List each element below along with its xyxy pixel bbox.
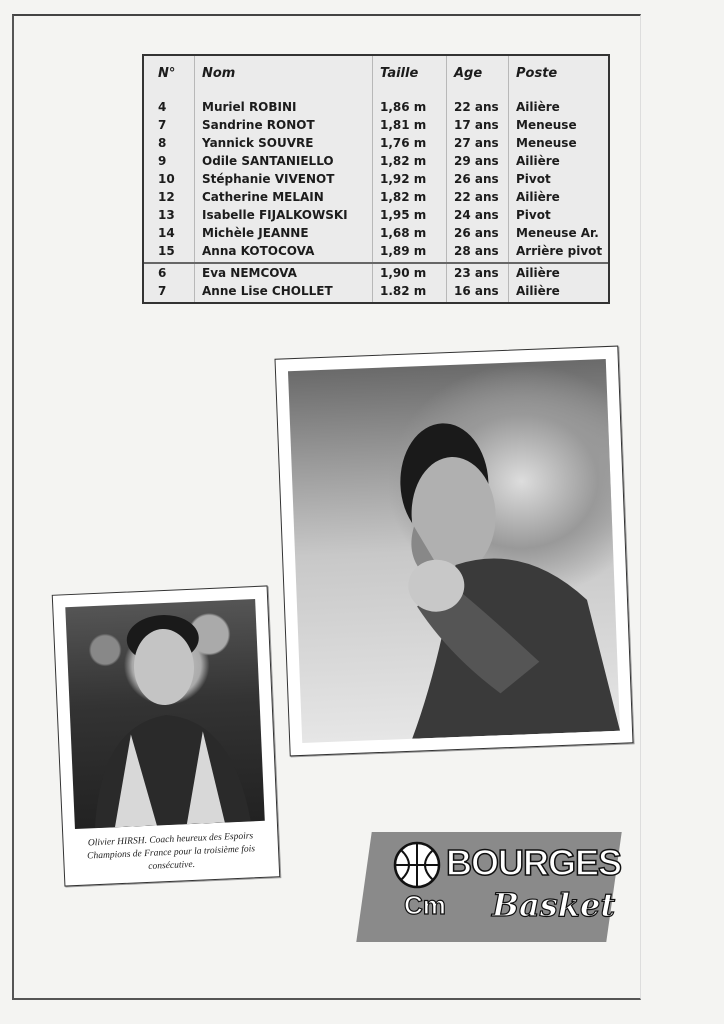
cell-poste: Ailière xyxy=(516,284,560,298)
header-age: Age xyxy=(454,66,483,81)
cell-age: 22 ans xyxy=(454,190,499,204)
cell-taille: 1,81 m xyxy=(380,118,427,132)
cell-no: 15 xyxy=(158,244,175,258)
cell-poste: Meneuse xyxy=(516,118,577,132)
table-row xyxy=(144,190,608,208)
cell-age: 28 ans xyxy=(454,244,499,258)
espoir-photo-image xyxy=(65,599,265,829)
logo-text-bottom: Basket xyxy=(492,886,616,924)
cell-nom: Sandrine RONOT xyxy=(202,118,315,132)
cell-nom: Yannick SOUVRE xyxy=(202,136,314,150)
cell-nom: Stéphanie VIVENOT xyxy=(202,172,335,186)
header-taille: Taille xyxy=(380,66,419,81)
bourges-basket-logo xyxy=(356,832,621,942)
cell-taille: 1,95 m xyxy=(380,208,427,222)
table-divider xyxy=(144,262,608,264)
logo-text-top: BOURGES xyxy=(446,842,622,883)
cell-poste: Pivot xyxy=(516,208,551,222)
table-row xyxy=(144,100,608,118)
cell-nom: Michèle JEANNE xyxy=(202,226,309,240)
cell-taille: 1,92 m xyxy=(380,172,427,186)
cell-age: 16 ans xyxy=(454,284,499,298)
espoir-coach-photo xyxy=(52,585,281,886)
caption-line-1: Olivier HIRSH. Coach heureux des Espoirs xyxy=(87,831,254,849)
table-row xyxy=(144,226,608,244)
table-row xyxy=(144,284,608,302)
header-poste: Poste xyxy=(516,66,558,81)
cell-age: 22 ans xyxy=(454,100,499,114)
cell-no: 7 xyxy=(158,118,167,132)
cell-no: 12 xyxy=(158,190,175,204)
logo-text-mark: Cm xyxy=(404,890,446,920)
cell-taille: 1,90 m xyxy=(380,266,427,280)
cell-poste: Ailière xyxy=(516,100,560,114)
cell-taille: 1,68 m xyxy=(380,226,427,240)
espoir-caption xyxy=(71,830,271,878)
header-no: N° xyxy=(158,66,176,81)
cell-age: 24 ans xyxy=(454,208,499,222)
coach-photo-image xyxy=(288,359,620,743)
cell-nom: Eva NEMCOVA xyxy=(202,266,297,280)
table-row xyxy=(144,154,608,172)
cell-poste: Pivot xyxy=(516,172,551,186)
cell-age: 23 ans xyxy=(454,266,499,280)
cell-nom: Anne Lise CHOLLET xyxy=(202,284,333,298)
cell-poste: Meneuse Ar. xyxy=(516,226,599,240)
basketball-icon xyxy=(392,840,442,890)
cell-taille: 1,76 m xyxy=(380,136,427,150)
cell-taille: 1.82 m xyxy=(380,284,427,298)
cell-nom: Isabelle FIJALKOWSKI xyxy=(202,208,348,222)
cell-age: 17 ans xyxy=(454,118,499,132)
cell-poste: Ailière xyxy=(516,190,560,204)
cell-taille: 1,86 m xyxy=(380,100,427,114)
coach-photo xyxy=(274,346,633,757)
cell-taille: 1,89 m xyxy=(380,244,427,258)
cell-poste: Ailière xyxy=(516,266,560,280)
table-row xyxy=(144,118,608,136)
cell-nom: Muriel ROBINI xyxy=(202,100,297,114)
table-row xyxy=(144,208,608,226)
header-nom: Nom xyxy=(202,66,236,81)
cell-poste: Arrière pivot xyxy=(516,244,603,258)
cell-nom: Catherine MELAIN xyxy=(202,190,324,204)
caption-line-2: Champions de France pour la troisième fois consécutive. xyxy=(86,844,256,872)
cell-no: 6 xyxy=(158,266,167,280)
table-row xyxy=(144,172,608,190)
cell-no: 10 xyxy=(158,172,175,186)
cell-age: 29 ans xyxy=(454,154,499,168)
cell-no: 9 xyxy=(158,154,167,168)
table-row xyxy=(144,136,608,154)
cell-no: 8 xyxy=(158,136,167,150)
roster-table xyxy=(142,54,610,304)
cell-no: 4 xyxy=(158,100,167,114)
table-row xyxy=(144,244,608,262)
cell-poste: Meneuse xyxy=(516,136,577,150)
cell-no: 13 xyxy=(158,208,175,222)
cell-age: 27 ans xyxy=(454,136,499,150)
roster-header xyxy=(144,56,608,92)
cell-age: 26 ans xyxy=(454,172,499,186)
cell-no: 14 xyxy=(158,226,175,240)
cell-taille: 1,82 m xyxy=(380,154,427,168)
table-row xyxy=(144,266,608,284)
cell-no: 7 xyxy=(158,284,167,298)
cell-poste: Ailière xyxy=(516,154,560,168)
cell-nom: Odile SANTANIELLO xyxy=(202,154,334,168)
cell-age: 26 ans xyxy=(454,226,499,240)
cell-taille: 1,82 m xyxy=(380,190,427,204)
cell-nom: Anna KOTOCOVA xyxy=(202,244,315,258)
